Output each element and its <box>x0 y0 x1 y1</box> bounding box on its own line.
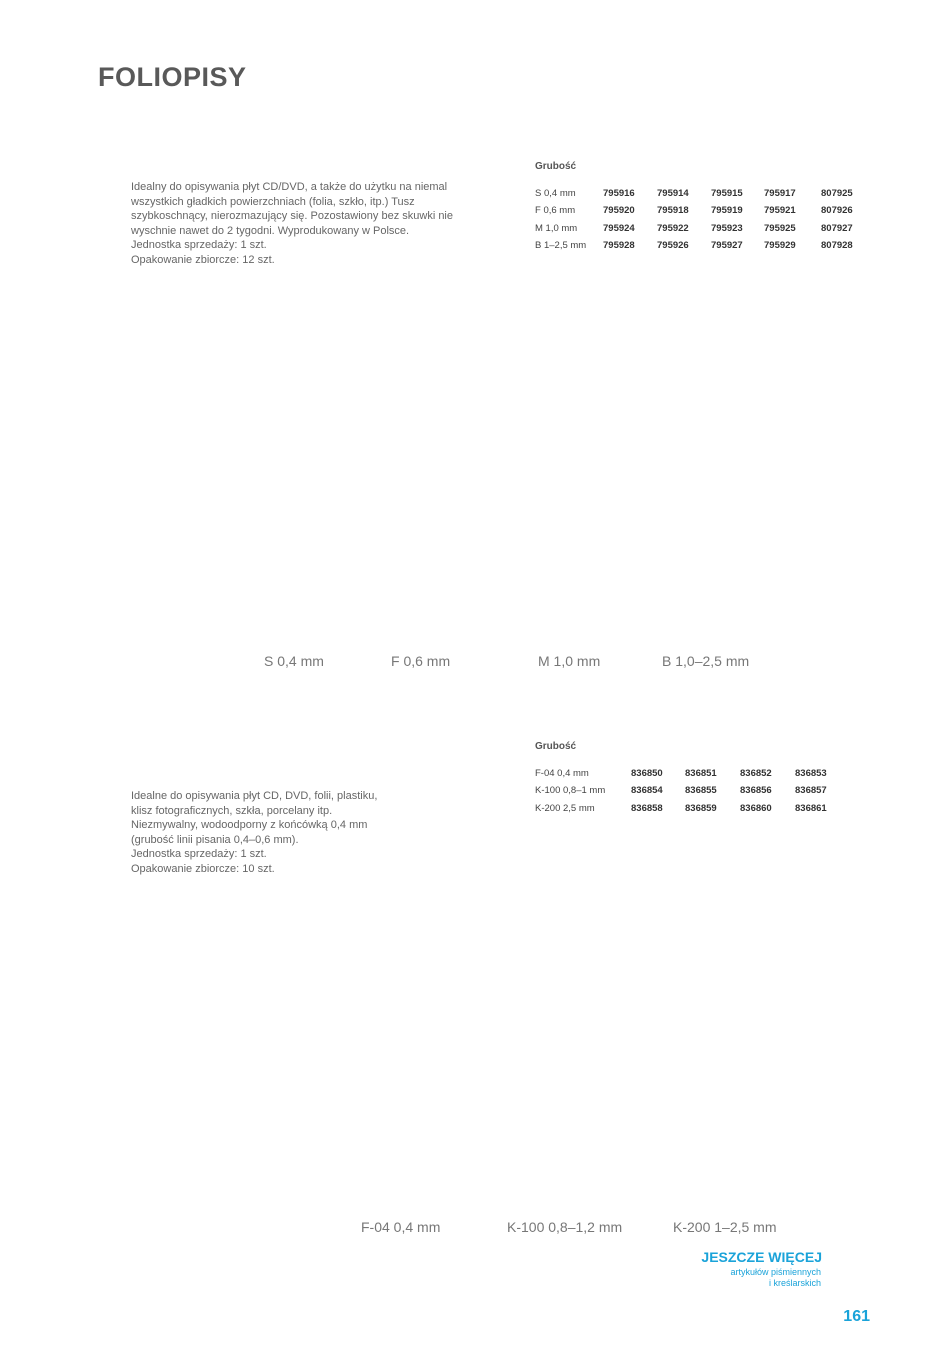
product-code: 795922 <box>657 222 689 234</box>
image-caption: S 0,4 mm <box>264 653 324 669</box>
more-products-subtitle <box>730 1267 821 1289</box>
product-code: 836859 <box>685 802 717 814</box>
product-code: 836857 <box>795 785 827 797</box>
product-code: 795929 <box>764 240 796 252</box>
product-description-2 <box>131 789 377 876</box>
product-code: 836852 <box>740 768 772 780</box>
description-line: szybkoschnący, nierozmazujący się. Pozostawiony bez skuwki nie <box>131 210 453 222</box>
description-line: (grubość linii pisania 0,4–0,6 mm). <box>131 833 299 846</box>
table-row <box>535 202 861 219</box>
table-row <box>535 765 835 782</box>
thickness-label: B 1–2,5 mm <box>535 240 587 252</box>
product-code: 795928 <box>603 240 635 252</box>
thickness-label: K-200 2,5 mm <box>535 802 595 814</box>
product-code: 807926 <box>821 205 853 217</box>
image-caption: F 0,6 mm <box>391 653 451 669</box>
product-code: 807927 <box>821 222 853 234</box>
thickness-label: M 1,0 mm <box>535 222 578 234</box>
image-caption: B 1,0–2,5 mm <box>662 653 750 669</box>
product-code: 807928 <box>821 240 853 252</box>
product-code: 807925 <box>821 188 853 200</box>
product-code: 836850 <box>631 768 663 780</box>
product-code: 795916 <box>603 188 635 200</box>
thickness-label: F 0,6 mm <box>535 205 576 217</box>
product-code: 795921 <box>764 205 796 217</box>
thickness-label: K-100 0,8–1 mm <box>535 785 606 797</box>
product-code: 836855 <box>685 785 717 797</box>
product-code: 795927 <box>711 240 743 252</box>
description-line: klisz fotograficznych, szkła, porcelany itp. <box>131 804 333 817</box>
table-row <box>535 185 861 202</box>
product-code: 795919 <box>711 205 743 217</box>
description-line: wszystkich gładkich powierzchniach (folia, szkło, itp.) Tusz <box>131 195 415 208</box>
description-line: wyschnie nawet do 2 tygodni. Wyprodukowany w Polsce. <box>131 224 410 237</box>
image-caption: M 1,0 mm <box>538 653 601 669</box>
product-code: 795915 <box>711 188 743 200</box>
more-products-line: i kreślarskich <box>768 1278 821 1288</box>
description-line: Jednostka sprzedaży: 1 szt. <box>131 848 267 860</box>
description-line: Opakowanie zbiorcze: 10 szt. <box>131 862 275 875</box>
description-line: Jednostka sprzedaży: 1 szt. <box>131 239 267 251</box>
description-line: Niezmywalny, wodoodporny z końcówką 0,4 mm <box>131 819 368 831</box>
image-caption: K-100 0,8–1,2 mm <box>507 1219 623 1235</box>
thickness-label: S 0,4 mm <box>535 188 576 200</box>
product-code: 795926 <box>657 240 689 252</box>
product-code: 836851 <box>685 768 717 780</box>
image-caption: K-200 1–2,5 mm <box>673 1219 777 1235</box>
table-row <box>535 782 835 799</box>
product-codes-table-1 <box>535 185 861 254</box>
product-code: 795925 <box>764 222 796 234</box>
thickness-label: F-04 0,4 mm <box>535 768 589 780</box>
more-products-link[interactable]: JESZCZE WIĘCEJ <box>701 1249 822 1265</box>
product-code: 795923 <box>711 222 743 234</box>
product-code: 836858 <box>631 802 663 814</box>
table-row <box>535 237 861 254</box>
product-code: 795920 <box>603 205 635 217</box>
product-code: 836860 <box>740 802 772 814</box>
page-title: FOLIOPISY <box>98 62 247 92</box>
product-code: 836853 <box>795 768 827 780</box>
thickness-header-2: Grubość <box>535 741 577 752</box>
description-line: Opakowanie zbiorcze: 12 szt. <box>131 253 275 266</box>
product-code: 795914 <box>657 188 689 200</box>
product-description-1 <box>131 180 453 267</box>
table-row <box>535 800 835 817</box>
product-code: 795917 <box>764 188 796 200</box>
table-row <box>535 220 861 237</box>
product-code: 795918 <box>657 205 689 217</box>
image-caption: F-04 0,4 mm <box>361 1219 441 1235</box>
product-codes-table-2 <box>535 765 835 817</box>
product-code: 795924 <box>603 222 635 234</box>
description-line: Idealny do opisywania płyt CD/DVD, a także do użytku na niemal <box>131 181 448 193</box>
more-products-line: artykułów piśmiennych <box>730 1267 821 1277</box>
product-code: 836856 <box>740 785 772 797</box>
page-number: 161 <box>843 1308 870 1325</box>
description-line: Idealne do opisywania płyt CD, DVD, folii, plastiku, <box>131 790 378 802</box>
thickness-header-1: Grubość <box>535 161 577 172</box>
product-code: 836854 <box>631 785 663 797</box>
product-code: 836861 <box>795 802 827 814</box>
